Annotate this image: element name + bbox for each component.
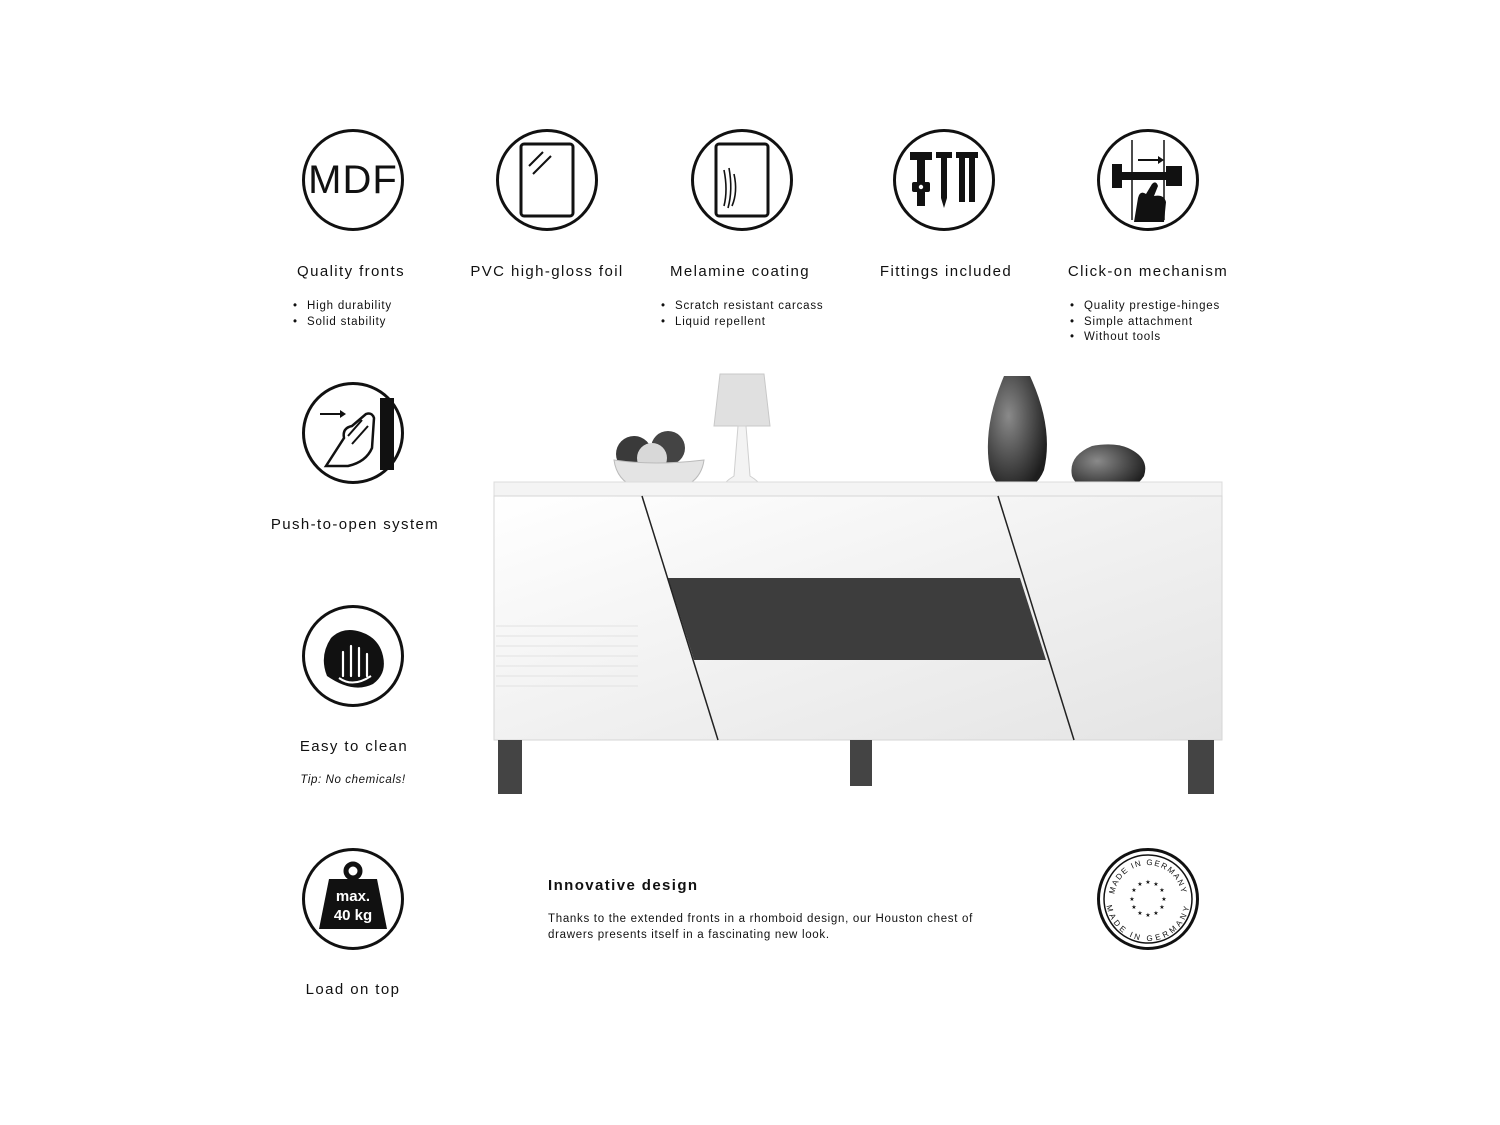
push-hand-icon (302, 382, 404, 484)
mdf-icon (302, 129, 404, 231)
feature-bullets-quality-fronts (293, 299, 392, 330)
svg-text:★: ★ (1161, 896, 1167, 903)
feature-title-pvc: PVC high-gloss foil (470, 263, 624, 280)
mdf-icon-text: MDF (308, 157, 398, 202)
svg-text:★: ★ (1159, 887, 1165, 894)
svg-text:★: ★ (1153, 881, 1159, 888)
feature-bullets-melamine (661, 299, 823, 330)
svg-text:★: ★ (1159, 904, 1165, 911)
feature-title-load: Load on top (305, 981, 401, 998)
svg-text:MADE IN GERMANY (1107, 858, 1188, 895)
seal-text-bottom: MADE IN GERMANY (1104, 903, 1192, 944)
lamp-decoration (714, 374, 770, 490)
svg-text:★: ★ (1145, 912, 1151, 919)
feature-title-quality-fronts: Quality fronts (297, 263, 405, 280)
bullet-item: • High durability (293, 299, 392, 315)
tall-vase-decoration (988, 376, 1047, 490)
feature-bullets-click-on (1070, 299, 1220, 346)
feature-title-click-on: Click-on mechanism (1067, 263, 1229, 280)
feature-title-fittings: Fittings included (879, 263, 1013, 280)
svg-text:★: ★ (1131, 887, 1137, 894)
bullet-item: • Without tools (1070, 330, 1220, 346)
bullet-item: • Solid stability (293, 315, 392, 331)
svg-text:MADE IN GERMANY (1104, 904, 1191, 943)
weight-icon-text-kg: 40 kg (333, 907, 373, 924)
feature-tip-easy-clean: Tip: No chemicals! (300, 774, 406, 786)
feature-title-easy-clean: Easy to clean (299, 738, 409, 755)
design-text: Thanks to the extended fronts in a rhomboid design, our Houston chest of drawers presents itself in a fascinating new look. (548, 913, 974, 941)
fittings-icon (893, 129, 995, 231)
weight-icon-text-max: max. (335, 888, 371, 905)
svg-text:★: ★ (1131, 904, 1137, 911)
bullet-item: • Scratch resistant carcass (661, 299, 823, 315)
bullet-item: • Simple attachment (1070, 315, 1220, 331)
bullet-item: • Liquid repellent (661, 315, 823, 331)
feature-title-melamine: Melamine coating (670, 263, 810, 280)
bullet-item: • Quality prestige-hinges (1070, 299, 1220, 315)
seal-text-top: MADE IN GERMANY (1107, 857, 1189, 895)
svg-text:★: ★ (1153, 910, 1159, 917)
svg-text:★: ★ (1137, 910, 1143, 917)
feature-title-push-open: Push-to-open system (270, 516, 440, 533)
svg-text:★: ★ (1137, 881, 1143, 888)
scratched-panel-icon (691, 129, 793, 231)
weight-icon (302, 848, 404, 950)
glossy-panel-icon (496, 129, 598, 231)
wipe-hand-icon (302, 605, 404, 707)
design-title: Innovative design (548, 877, 699, 894)
made-in-germany-seal-icon (1097, 848, 1199, 950)
svg-text:★: ★ (1129, 896, 1135, 903)
svg-text:★: ★ (1145, 879, 1151, 886)
hinge-click-icon (1097, 129, 1199, 231)
sideboard-illustration (488, 368, 1228, 798)
